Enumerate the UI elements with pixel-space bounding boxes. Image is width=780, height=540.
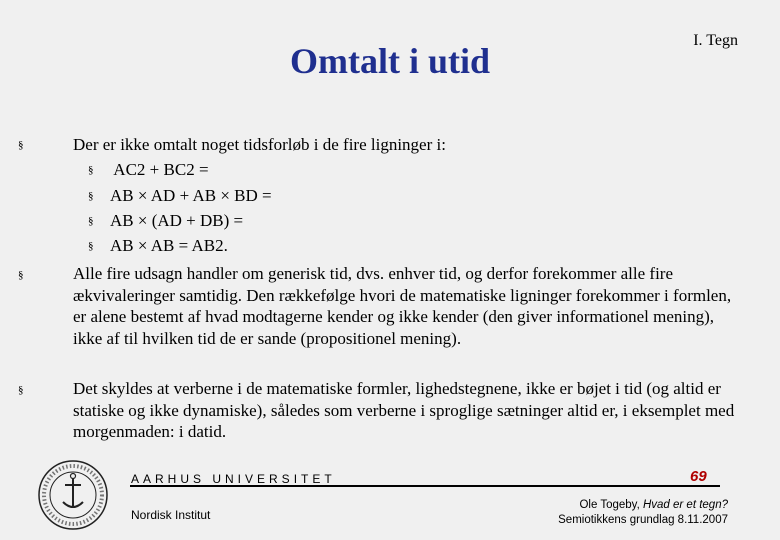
page-number: 69 — [690, 468, 707, 485]
intro-text: Der er ikke omtalt noget tidsforløb i de fire ligninger i: — [73, 135, 446, 154]
bullet-icon: § — [88, 240, 94, 252]
bullet-icon: § — [88, 164, 94, 176]
institute-name: Nordisk Institut — [131, 508, 211, 522]
bullet-icon: § — [18, 269, 24, 281]
equation-item — [88, 211, 243, 231]
credit-author: Ole Togeby, — [579, 499, 643, 511]
equation-text: AB × AB = AB2. — [110, 236, 228, 255]
bullet-icon: § — [18, 139, 24, 151]
university-name: AARHUS UNIVERSITET — [131, 472, 336, 486]
credit-date: Semiotikkens grundlag 8.11.2007 — [558, 514, 728, 526]
slide-title: Omtalt i utid — [289, 41, 490, 81]
equation-text: AB × (AD + DB) = — [110, 211, 244, 230]
bullet-icon: § — [88, 190, 94, 202]
equation-item — [88, 160, 209, 180]
equation-item — [88, 186, 272, 206]
bullet-icon: § — [88, 215, 94, 227]
equation-text: AB × AD + AB × BD = — [110, 186, 272, 205]
equation-text: AC2 + BC2 = — [110, 160, 209, 179]
paragraph-text: Det skyldes at verberne i de matematiske formler, lighedstegnene, ikke er bøjet i tid (og altid er statiske og ikke dynamiske), således som verberne i sproglige sætninger altid er, i eksemplet med morgenmaden: i datid. — [73, 379, 735, 441]
equation-item — [88, 236, 228, 256]
section-label: I. Tegn — [693, 32, 738, 49]
university-seal-icon — [36, 458, 110, 532]
bullet-icon: § — [18, 384, 24, 396]
footer-credit — [558, 498, 728, 528]
credit-title: Hvad er et tegn? — [642, 499, 728, 511]
paragraph-text: Alle fire udsagn handler om generisk tid, dvs. enhver tid, og derfor forekommer alle fire ækvivaleringer samtidig. Den rækkefølge hvori de matematiske ligninger forekommer i formlen, er alene bestemt af hvad modtagerne kender og ikke kender (den giver informationel mening), ikke af til hvilken tid de er sande (propositionel mening). — [73, 264, 732, 348]
intro-item — [18, 135, 758, 155]
